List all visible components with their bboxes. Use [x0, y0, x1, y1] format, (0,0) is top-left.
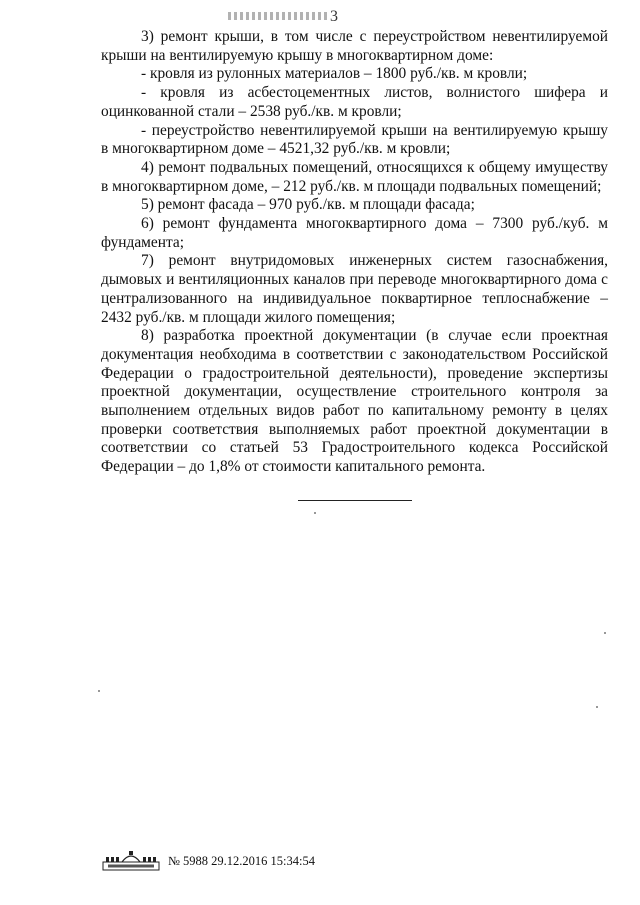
- document-body: [101, 28, 608, 477]
- scan-speck: [314, 512, 316, 514]
- paragraph-roll-roofing: - кровля из рулонных материалов – 1800 руб./кв. м кровли;: [141, 65, 528, 83]
- scan-speck: [596, 706, 598, 708]
- paragraph-basement-repair: 4) ремонт подвальных помещений, относящихся к общему имуществу в многоквартирном доме, – 212 руб./кв. м площади подвальных помещений;: [101, 158, 608, 195]
- paragraph-facade-repair: 5) ремонт фасада – 970 руб./кв. м площади фасада;: [141, 196, 475, 214]
- paragraph-roof-conversion: - переустройство невентилируемой крыши на вентилируемую крышу в многоквартирном доме – 4521,32 руб./кв. м кровли;: [101, 121, 608, 158]
- registration-number: № 5988 29.12.2016 15:34:54: [168, 854, 315, 868]
- footer: [102, 848, 315, 872]
- page-number: 3: [330, 8, 338, 25]
- paragraph-asbestos-roofing: - кровля из асбестоцементных листов, волнистого шифера и оцинкованной стали – 2538 руб./кв. м кровли;: [101, 84, 608, 120]
- scan-speck: [604, 632, 606, 634]
- paragraph-design-documentation: 8) разработка проектной документации (в случае если проектная документация необходима в соответствии с законодательством Российской Федерации о градостроительной деятельности), проведение экспертизы проектной документации, осуществление строительного контроля за выполнением отдельных видов работ по капитальному ремонту в целях проверки соответствия выполняемых работ проектной документации в соответствии со статьей 53 Градостроительного кодекса Российской Федерации – до 1,8% от стоимости капитального ремонта.: [101, 327, 608, 476]
- registry-stamp-icon: [102, 848, 160, 872]
- paragraph-roof-repair: 3) ремонт крыши, в том числе с переустройством невентилируемой крыши на вентилируемую крышу в многоквартирном доме:: [101, 28, 608, 64]
- scan-artifact: [228, 12, 328, 20]
- scan-speck: [98, 690, 100, 692]
- paragraph-gas-systems: 7) ремонт внутридомовых инженерных систем газоснабжения, дымовых и вентиляционных каналов при переводе многоквартирного дома с централизованного на индивидуальное поквартирное теплоснабжение – 2432 руб./кв. м площади жилого помещения;: [101, 252, 608, 326]
- signature-divider: [298, 500, 412, 501]
- paragraph-foundation-repair: 6) ремонт фундамента многоквартирного дома – 7300 руб./куб. м фундамента;: [101, 215, 608, 251]
